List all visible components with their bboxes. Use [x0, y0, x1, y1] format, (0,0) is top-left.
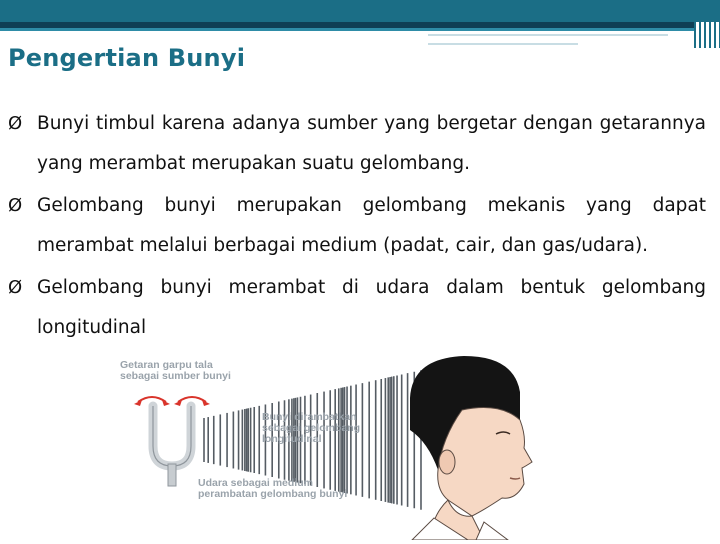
caption-wave [262, 412, 360, 445]
caption-line: sebagai gelombang [262, 422, 361, 434]
caption-line: Udara sebagai medium [198, 477, 313, 489]
caption-line: perambatan gelombang bunyi [198, 488, 348, 500]
bullet-text: Gelombang bunyi merupakan gelombang mekanis yang dapat merambat melalui berbagai medium (padat, cair, dan gas/udara). [37, 195, 706, 256]
caption-source [120, 360, 231, 382]
decor-stripes-cap [694, 0, 720, 22]
vibration-arrow-icon [134, 397, 210, 406]
bullet-item [8, 268, 706, 348]
bullet-item [8, 186, 706, 266]
decor-line [428, 43, 578, 45]
caption-line: Getaran garpu tala [120, 359, 213, 371]
caption-line: longitudinal [262, 433, 322, 445]
bullet-item [8, 104, 706, 184]
header-accent-line [0, 28, 720, 31]
bullet-text: Bunyi timbul karena adanya sumber yang bergetar dengan getarannya yang merambat merupakan suatu gelombang. [37, 113, 706, 174]
slide-title: Pengertian Bunyi [8, 44, 246, 72]
caption-line: Bunyi dirambatkan [262, 411, 357, 423]
tuning-fork-icon [153, 406, 191, 486]
bullet-list [8, 104, 706, 350]
sound-wave-illustration [112, 350, 622, 540]
arrow-bullet-icon: Ø [8, 277, 23, 298]
bullet-text: Gelombang bunyi merambat di udara dalam bentuk gelombang longitudinal [37, 277, 706, 338]
caption-medium [198, 478, 347, 500]
header-bar [0, 0, 720, 22]
decor-line [428, 34, 668, 36]
caption-line: sebagai sumber bunyi [120, 370, 231, 382]
human-head-icon [410, 356, 532, 540]
arrow-bullet-icon: Ø [8, 195, 23, 216]
arrow-bullet-icon: Ø [8, 113, 23, 134]
